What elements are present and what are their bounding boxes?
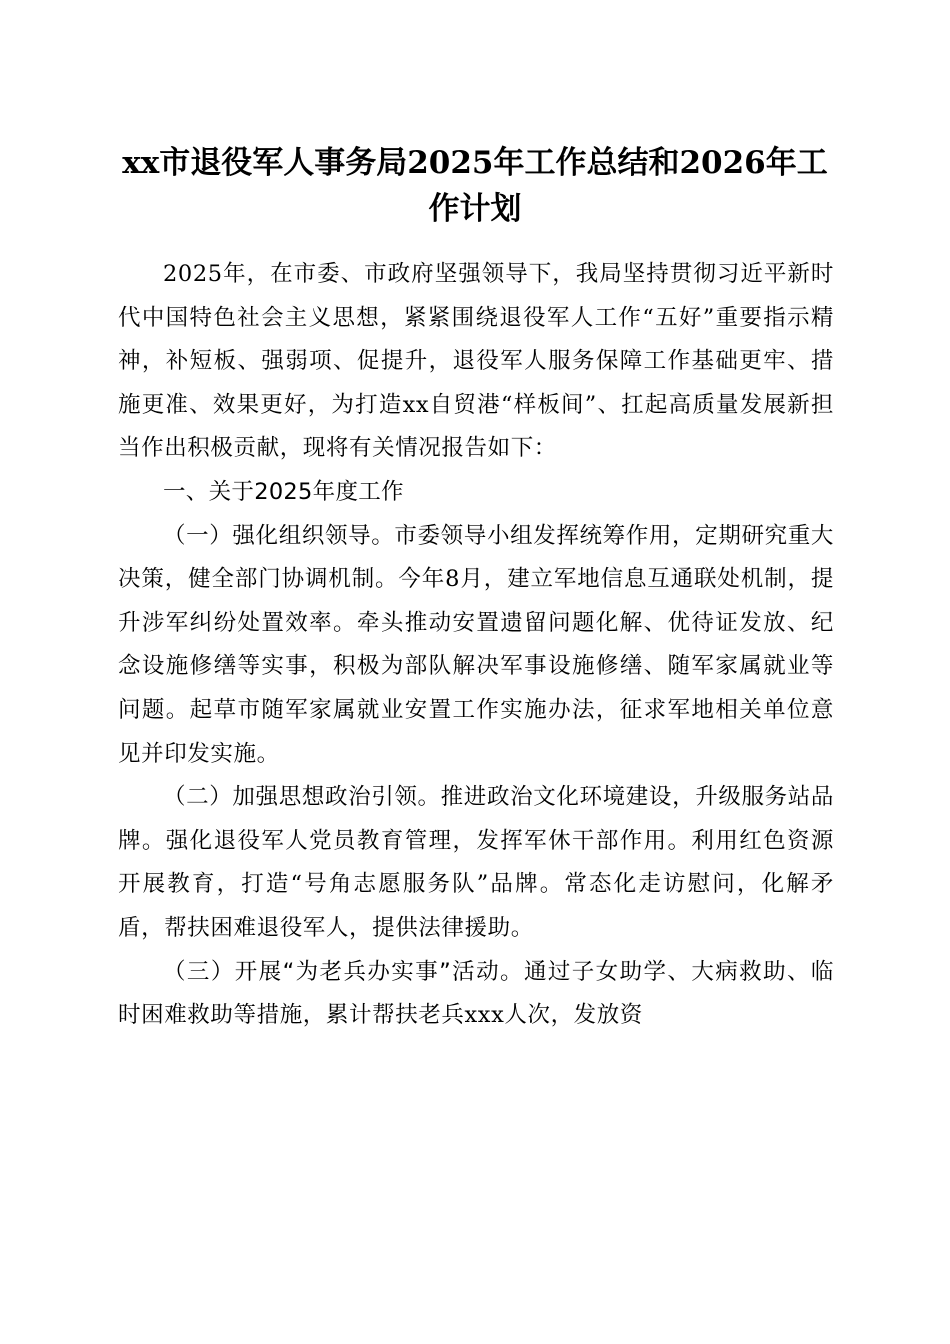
item-paragraph-2 bbox=[118, 776, 834, 950]
item-body-1: 市委领导小组发挥统筹作用，定期研究重大决策，健全部门协调机制。今年8月，建立军地信息互通联处机制，提升涉军纠纷处置效率。牵头推动安置遗留问题化解、优待证发放、纪念设施修缮等实事，积极为部队解决军事设施修缮、随军家属就业等问题。起草市随军家属就业安置工作实施办法，征求军地相关单位意见并印发实施。 bbox=[118, 522, 834, 767]
item-paragraph-1 bbox=[118, 515, 834, 777]
item-lead-2: （二）加强思想政治引领。 bbox=[163, 784, 441, 811]
intro-paragraph: 2025年，在市委、市政府坚强领导下，我局坚持贯彻习近平新时代中国特色社会主义思想，紧紧围绕退役军人工作“五好”重要指示精神，补短板、强弱项、促提升，退役军人服务保障工作基础更牢、措施更准、效果更好，为打造xx自贸港“样板间”、扛起高质量发展新担当作出积极贡献，现将有关情况报告如下： bbox=[118, 261, 834, 462]
item-paragraph-3 bbox=[118, 951, 834, 1038]
document-body bbox=[118, 253, 834, 1038]
document-title: xx市退役军人事务局2025年工作总结和2026年工作计划 bbox=[122, 145, 828, 227]
item-lead-1: （一）强化组织领导。 bbox=[163, 522, 395, 549]
section-heading: 一、关于2025年度工作 bbox=[163, 478, 404, 505]
item-lead-3: （三）开展“为老兵办实事”活动。 bbox=[163, 958, 524, 985]
item-body-3: 通过子女助学、大病救助、临时困难救助等措施，累计帮扶老兵xxx人次，发放资 bbox=[118, 958, 834, 1029]
item-body-2: 推进政治文化环境建设，升级服务站品牌。强化退役军人党员教育管理，发挥军休干部作用。利用红色资源开展教育，打造“号角志愿服务队”品牌。常态化走访慰问，化解矛盾，帮扶困难退役军人，提供法律援助。 bbox=[118, 784, 834, 941]
